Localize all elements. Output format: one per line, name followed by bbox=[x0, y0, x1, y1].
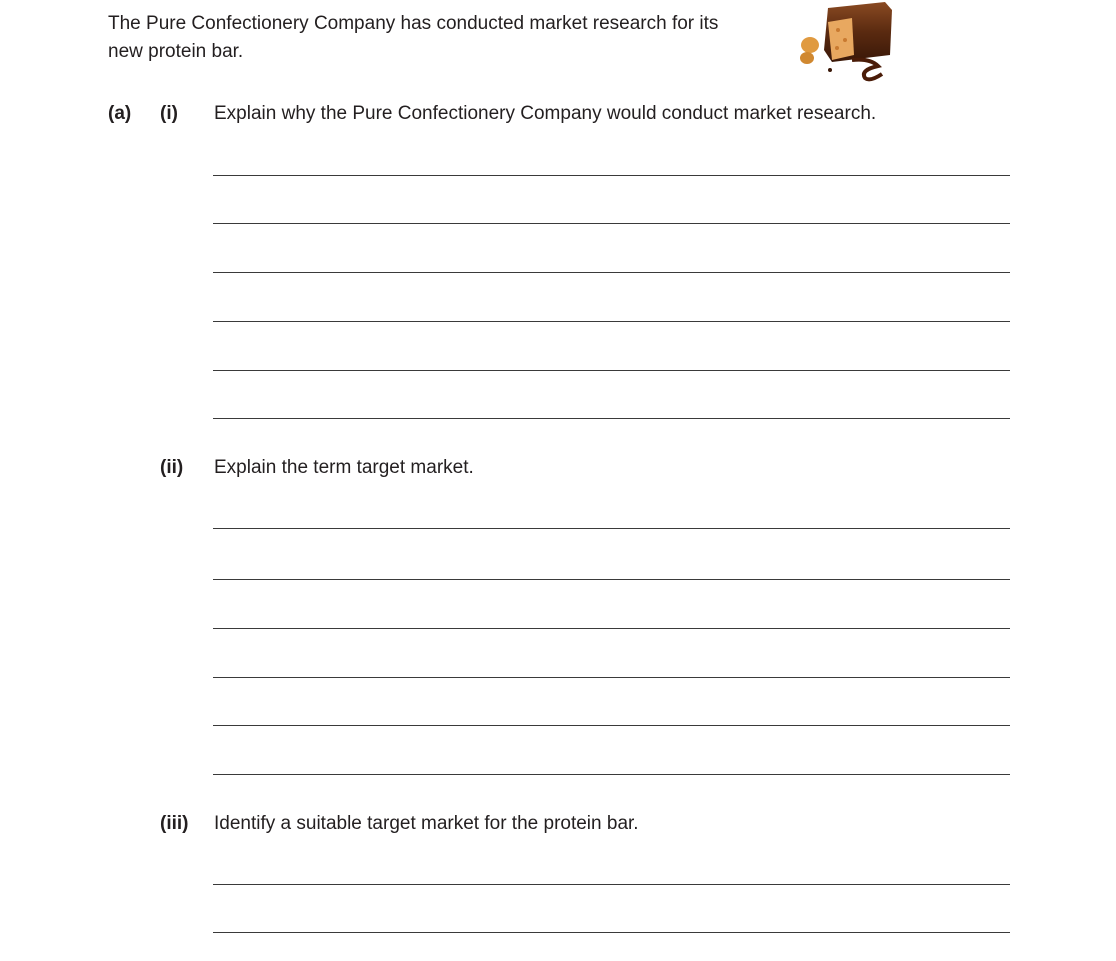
answer-line[interactable] bbox=[213, 932, 1010, 933]
intro-text bbox=[108, 10, 788, 66]
question-ii-text: Explain the term target market. bbox=[214, 457, 474, 478]
answer-line[interactable] bbox=[213, 677, 1010, 678]
answer-line[interactable] bbox=[213, 628, 1010, 629]
answer-line[interactable] bbox=[213, 370, 1010, 371]
answer-line[interactable] bbox=[213, 884, 1010, 885]
protein-bar-image bbox=[790, 0, 900, 82]
sub-label-ii: (ii) bbox=[160, 457, 184, 478]
answer-line[interactable] bbox=[213, 321, 1010, 322]
question-i-text: Explain why the Pure Confectionery Company would conduct market research. bbox=[214, 103, 877, 124]
sub-label-iii: (iii) bbox=[160, 813, 189, 834]
answer-line[interactable] bbox=[213, 418, 1010, 419]
answer-line[interactable] bbox=[213, 774, 1010, 775]
intro-line-2: new protein bar. bbox=[108, 41, 244, 62]
answer-line[interactable] bbox=[213, 725, 1010, 726]
answer-line[interactable] bbox=[213, 223, 1010, 224]
answer-line[interactable] bbox=[213, 528, 1010, 529]
part-label-a: (a) bbox=[108, 103, 132, 124]
answer-line[interactable] bbox=[213, 272, 1010, 273]
intro-line-1: The Pure Confectionery Company has conducted market research for its bbox=[108, 13, 719, 34]
answer-line[interactable] bbox=[213, 579, 1010, 580]
answer-line[interactable] bbox=[213, 175, 1010, 176]
sub-label-i: (i) bbox=[160, 103, 178, 124]
question-iii-text: Identify a suitable target market for the protein bar. bbox=[214, 813, 639, 834]
